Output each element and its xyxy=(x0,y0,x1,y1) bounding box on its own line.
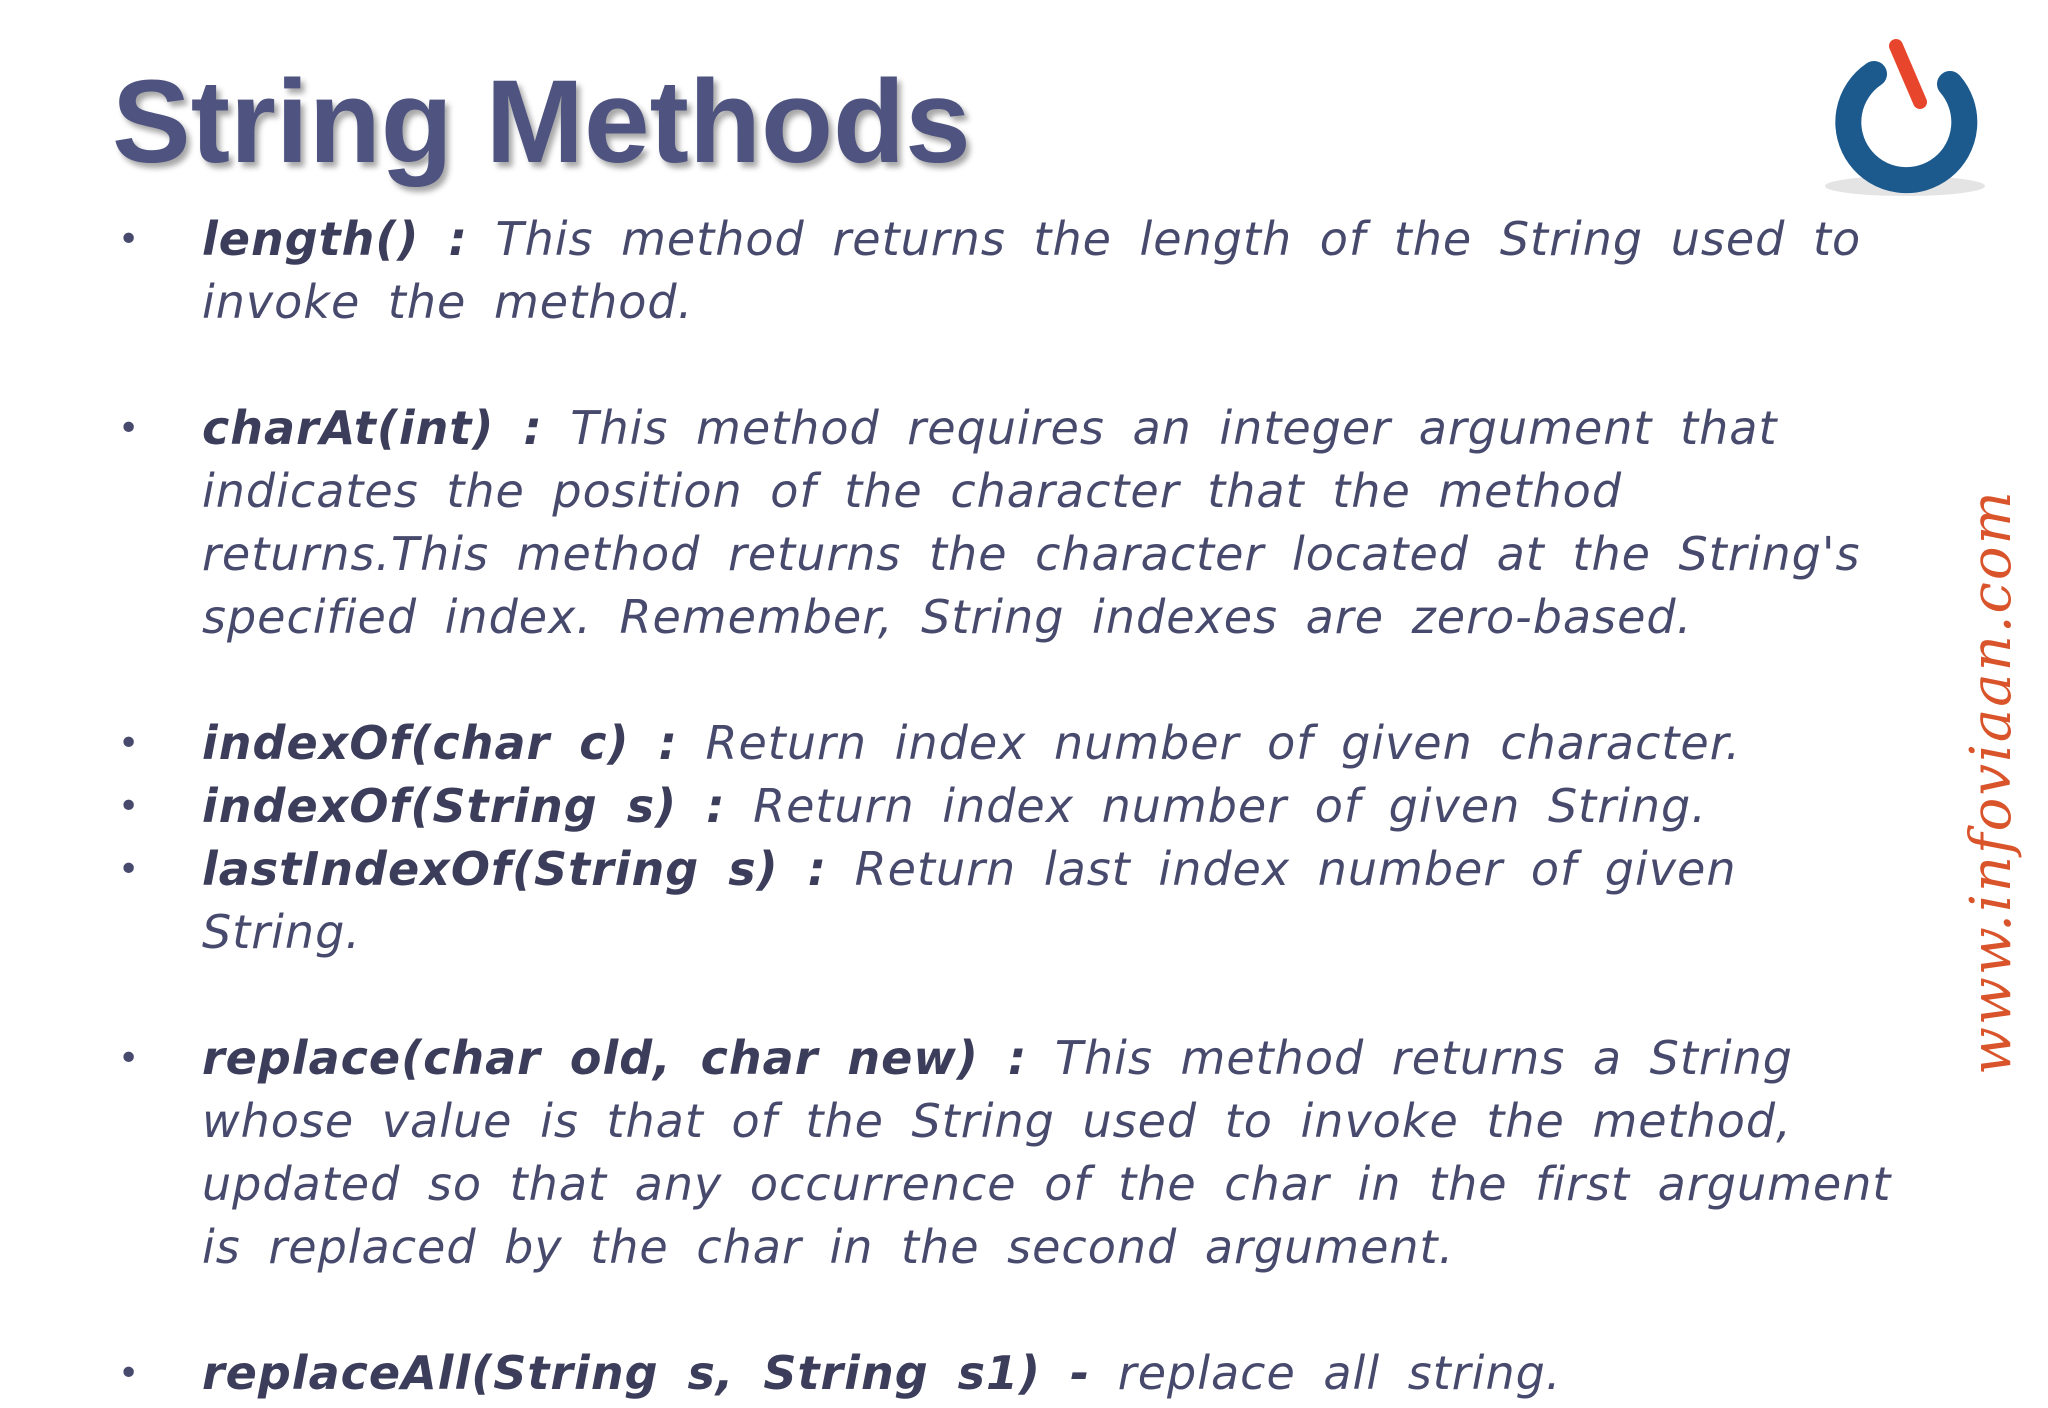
bullet-icon: • xyxy=(118,219,141,260)
method-description: This method requires an integer argument that indicates the position of the character that the method returns.This method returns the character located at the String's specified index. Remember, String indexes are zero-based. xyxy=(202,401,1861,644)
bullet-icon: • xyxy=(118,408,141,449)
method-description: Return last index number of given String. xyxy=(202,842,1737,959)
list-item xyxy=(118,397,1918,649)
method-description: Return index number of given String. xyxy=(725,779,1707,833)
list-item xyxy=(118,1342,1918,1405)
list-item xyxy=(118,208,1918,334)
method-description: Return index number of given character. xyxy=(677,716,1742,770)
bullet-icon: • xyxy=(118,1038,141,1079)
bullet-icon: • xyxy=(118,723,141,764)
method-description: replace all string. xyxy=(1090,1346,1562,1400)
list-item xyxy=(118,775,1918,838)
list-item xyxy=(118,712,1918,775)
bullet-icon: • xyxy=(118,1353,141,1394)
method-description: This method returns a String whose value is that of the String used to invoke the method, updated so that any occurrence of the char in the first argument is replaced by the char in the second argument. xyxy=(202,1031,1892,1274)
method-list xyxy=(118,208,1918,1405)
list-item xyxy=(118,838,1918,964)
method-signature: indexOf(char c) : xyxy=(202,716,678,770)
method-signature: lastIndexOf(String s) : xyxy=(202,842,828,896)
method-signature: replace(char old, char new) : xyxy=(202,1031,1028,1085)
power-logo-icon xyxy=(1800,36,2010,206)
list-item xyxy=(118,1027,1918,1279)
website-watermark: www.infoviaan.com xyxy=(1959,489,2024,1075)
bullet-icon: • xyxy=(118,786,141,827)
method-description: This method returns the length of the String used to invoke the method. xyxy=(202,212,1862,329)
method-signature: replaceAll(String s, String s1) - xyxy=(202,1346,1091,1400)
method-signature: length() : xyxy=(202,212,468,266)
slide-title: String Methods xyxy=(112,56,971,188)
bullet-icon: • xyxy=(118,849,141,890)
method-signature: charAt(int) : xyxy=(202,401,543,455)
method-signature: indexOf(String s) : xyxy=(202,779,726,833)
